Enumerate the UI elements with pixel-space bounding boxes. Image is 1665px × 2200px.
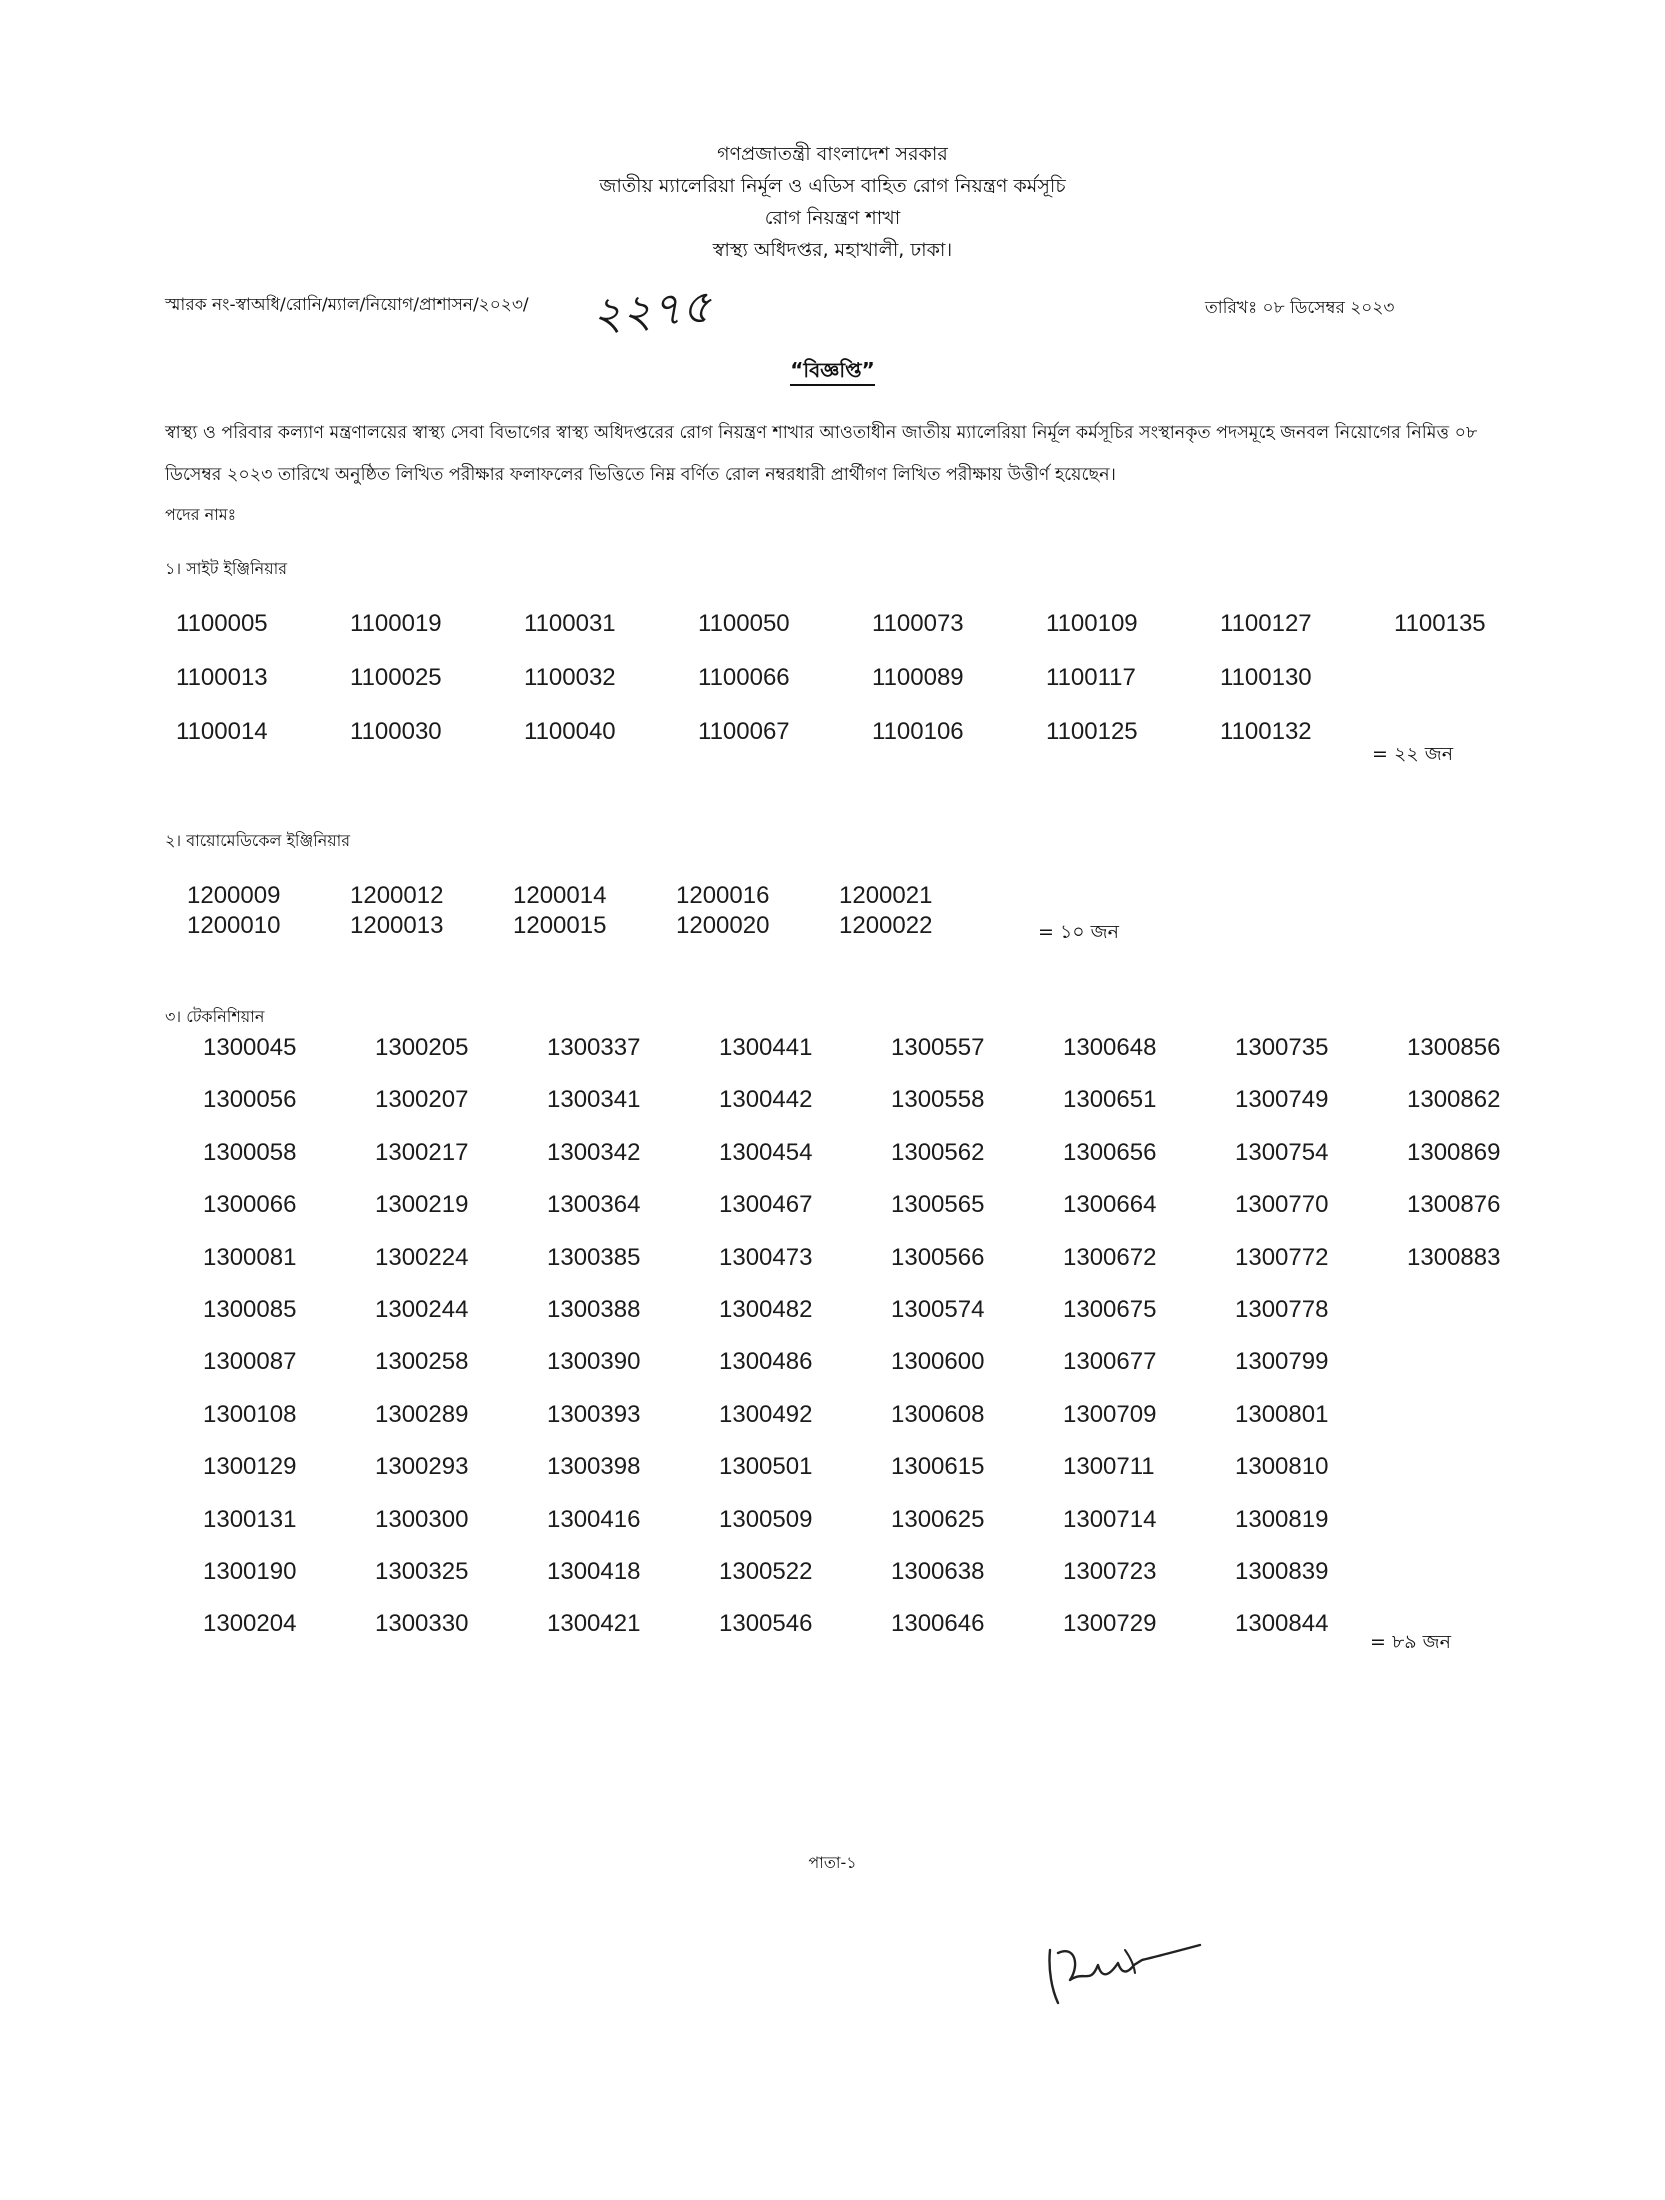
roll-number: 1300325: [375, 1557, 469, 1585]
roll-number: 1300441: [719, 1034, 813, 1061]
roll-number: 1300058: [203, 1138, 297, 1166]
roll-number: 1300672: [1063, 1243, 1157, 1271]
roll-number: 1100127: [1220, 610, 1312, 637]
roll-number: 1300454: [719, 1138, 813, 1166]
roll-number: 1300258: [375, 1348, 469, 1376]
roll-number: 1300801: [1235, 1400, 1329, 1428]
roll-number: 1300566: [891, 1243, 985, 1271]
roll-number: 1300364: [547, 1191, 641, 1219]
memo-reference: স্মারক নং-স্বাঅধি/রোনি/ম্যাল/নিয়োগ/প্রাশাসন/২০২৩/: [165, 295, 529, 315]
roll-number: 1300723: [1063, 1557, 1157, 1585]
roll-number: 1300711: [1063, 1453, 1155, 1481]
roll-number: 1300778: [1235, 1295, 1329, 1323]
roll-number: 1200013: [350, 912, 444, 939]
roll-number: 1300442: [719, 1086, 813, 1114]
roll-number: 1100032: [524, 664, 616, 691]
roll-number: 1200012: [350, 882, 444, 909]
roll-number: 1300486: [719, 1348, 813, 1376]
roll-number: 1100089: [872, 664, 964, 691]
roll-number: 1300081: [203, 1243, 297, 1271]
roll-number: 1300862: [1407, 1086, 1501, 1114]
roll-number: 1100050: [698, 610, 790, 637]
section-count-technician: = ৮৯ জন: [1370, 1631, 1451, 1653]
roll-number: 1300574: [891, 1295, 985, 1323]
roll-number: 1300638: [891, 1557, 985, 1585]
roll-number: 1300131: [203, 1505, 297, 1533]
roll-number: 1300204: [203, 1610, 297, 1638]
memo-date: তারিখঃ ০৮ ডিসেম্বর ২০২৩: [1205, 298, 1395, 318]
roll-number: 1300342: [547, 1138, 641, 1166]
notice-title: [0, 356, 1665, 389]
roll-number: 1100030: [350, 718, 442, 745]
roll-number: 1300467: [719, 1191, 813, 1219]
roll-number: 1300656: [1063, 1138, 1157, 1166]
roll-number: 1300646: [891, 1610, 985, 1638]
roll-number: 1300749: [1235, 1086, 1329, 1114]
roll-number: 1300217: [375, 1138, 469, 1166]
roll-number: 1100066: [698, 664, 790, 691]
roll-number: 1300501: [719, 1453, 813, 1481]
signature-mark: [1030, 1935, 1230, 2015]
roll-number: 1300546: [719, 1610, 813, 1638]
roll-number: 1300129: [203, 1453, 297, 1481]
page-number: পাতা-১: [808, 1853, 857, 1872]
roll-number: 1300219: [375, 1191, 469, 1219]
roll-number: 1100132: [1220, 718, 1312, 745]
roll-number: 1300482: [719, 1295, 813, 1323]
roll-number: 1300337: [547, 1034, 641, 1061]
roll-number: 1300714: [1063, 1505, 1157, 1533]
roll-number: 1100013: [176, 664, 268, 691]
roll-number: 1300108: [203, 1400, 297, 1428]
roll-number: 1300770: [1235, 1191, 1329, 1219]
roll-number: 1300418: [547, 1557, 641, 1585]
roll-number: 1300883: [1407, 1243, 1501, 1271]
roll-number: 1200010: [187, 912, 281, 939]
roll-number: 1100125: [1046, 718, 1138, 745]
roll-number: 1300876: [1407, 1191, 1501, 1219]
roll-number: 1300388: [547, 1295, 641, 1323]
roll-number: 1300799: [1235, 1348, 1329, 1376]
header-directorate: স্বাস্থ্য অধিদপ্তর, মহাখালী, ঢাকা।: [712, 239, 953, 261]
roll-number: 1300869: [1407, 1138, 1501, 1166]
roll-number: 1100117: [1046, 664, 1136, 691]
roll-number: 1200016: [676, 882, 770, 909]
roll-number: 1300066: [203, 1191, 297, 1219]
roll-number: 1300522: [719, 1557, 813, 1585]
roll-number: 1300677: [1063, 1348, 1157, 1376]
roll-number: 1300473: [719, 1243, 813, 1271]
roll-number: 1300615: [891, 1453, 985, 1481]
roll-number: 1300651: [1063, 1086, 1157, 1114]
section-count-biomedical-engineer: = ১০ জন: [1038, 921, 1120, 943]
roll-number: 1300087: [203, 1348, 297, 1376]
header-branch: রোগ নিয়ন্ত্রণ শাখা: [764, 207, 901, 229]
roll-list-biomedical-engineer: [187, 882, 1002, 942]
roll-number: 1300675: [1063, 1295, 1157, 1323]
roll-number: 1300772: [1235, 1243, 1329, 1271]
roll-list-technician: [203, 1034, 1579, 1663]
roll-number: 1100106: [872, 718, 964, 745]
roll-number: 1100005: [176, 610, 268, 637]
roll-number: 1100135: [1394, 610, 1486, 637]
roll-number: 1300856: [1407, 1034, 1501, 1061]
roll-number: 1100019: [350, 610, 442, 637]
roll-number: 1300416: [547, 1505, 641, 1533]
roll-number: 1100025: [350, 664, 442, 691]
roll-number: 1300085: [203, 1295, 297, 1323]
roll-number: 1300729: [1063, 1610, 1157, 1638]
roll-number: 1300648: [1063, 1034, 1157, 1061]
roll-number: 1300190: [203, 1557, 297, 1585]
roll-list-site-engineer: [176, 610, 1568, 772]
roll-number: 1100109: [1046, 610, 1138, 637]
roll-number: 1100040: [524, 718, 616, 745]
roll-number: 1300509: [719, 1505, 813, 1533]
roll-number: 1300224: [375, 1243, 469, 1271]
roll-number: 1300492: [719, 1400, 813, 1428]
roll-number: 1300709: [1063, 1400, 1157, 1428]
header-programme: জাতীয় ম্যালেরিয়া নির্মূল ও এডিস বাহিত রোগ নিয়ন্ত্রণ কর্মসূচি: [599, 175, 1066, 197]
roll-number: 1100014: [176, 718, 268, 745]
roll-number: 1300056: [203, 1086, 297, 1114]
roll-number: 1300244: [375, 1295, 469, 1323]
posts-label: পদের নামঃ: [165, 505, 237, 524]
section-count-site-engineer: = ২২ জন: [1372, 743, 1454, 765]
roll-number: 1300330: [375, 1610, 469, 1638]
roll-number: 1300341: [547, 1086, 641, 1114]
section-heading-biomedical-engineer: ২। বায়োমেডিকেল ইঞ্জিনিয়ার: [165, 831, 351, 850]
roll-number: 1100073: [872, 610, 964, 637]
roll-number: 1300844: [1235, 1610, 1329, 1638]
roll-number: 1300558: [891, 1086, 985, 1114]
notice-body: স্বাস্থ্য ও পরিবার কল্যাণ মন্ত্রণালয়ের স্বাস্থ্য সেবা বিভাগের স্বাস্থ্য অধিদপ্তরের রোগ নিয়ন্ত্রণ শাখার আওতাধীন জাতীয় ম্যালেরিয়া নির্মূল কর্মসূচির সংস্থানকৃত পদসমূহে জনবল নিয়োগের নিমিত্ত ০৮ ডিসেম্বর ২০২৩ তারিখে অনুষ্ঠিত লিখিত পরীক্ষার ফলাফলের ভিত্তিতে নিম্ন বর্ণিত রোল নম্বরধারী প্রার্থীগণ লিখিত পরীক্ষায় উত্তীর্ণ হয়েছেন।: [165, 423, 1478, 485]
roll-number: 1100031: [524, 610, 616, 637]
section-heading-site-engineer: ১। সাইট ইঞ্জিনিয়ার: [165, 559, 288, 578]
section-heading-technician: ৩। টেকনিশিয়ান: [165, 1007, 265, 1026]
roll-number: 1300562: [891, 1138, 985, 1166]
notice-title-text: “বিজ্ঞপ্তি”: [790, 358, 874, 386]
roll-number: 1200015: [513, 912, 607, 939]
roll-number: 1300390: [547, 1348, 641, 1376]
roll-number: 1300398: [547, 1453, 641, 1481]
roll-number: 1100067: [698, 718, 790, 745]
roll-number: 1300421: [547, 1610, 641, 1638]
roll-number: 1300754: [1235, 1138, 1329, 1166]
roll-number: 1300664: [1063, 1191, 1157, 1219]
roll-number: 1200021: [839, 882, 933, 909]
roll-number: 1300300: [375, 1505, 469, 1533]
memo-handwritten-number: ২২৭৫: [589, 278, 714, 342]
roll-number: 1300565: [891, 1191, 985, 1219]
roll-number: 1300207: [375, 1086, 469, 1114]
roll-number: 1300608: [891, 1400, 985, 1428]
roll-number: 1200014: [513, 882, 607, 909]
roll-number: 1300293: [375, 1453, 469, 1481]
roll-number: 1300045: [203, 1034, 297, 1061]
roll-number: 1300393: [547, 1400, 641, 1428]
roll-number: 1300810: [1235, 1453, 1329, 1481]
roll-number: 1200020: [676, 912, 770, 939]
roll-number: 1100130: [1220, 664, 1312, 691]
roll-number: 1300625: [891, 1505, 985, 1533]
roll-number: 1300205: [375, 1034, 469, 1061]
document-header: [0, 138, 1665, 266]
roll-number: 1300735: [1235, 1034, 1329, 1061]
roll-number: 1300839: [1235, 1557, 1329, 1585]
roll-number: 1200009: [187, 882, 281, 909]
roll-number: 1300600: [891, 1348, 985, 1376]
roll-number: 1300289: [375, 1400, 469, 1428]
roll-number: 1300557: [891, 1034, 985, 1061]
roll-number: 1300819: [1235, 1505, 1329, 1533]
header-government: গণপ্রজাতন্ত্রী বাংলাদেশ সরকার: [717, 143, 948, 165]
roll-number: 1300385: [547, 1243, 641, 1271]
roll-number: 1200022: [839, 912, 933, 939]
